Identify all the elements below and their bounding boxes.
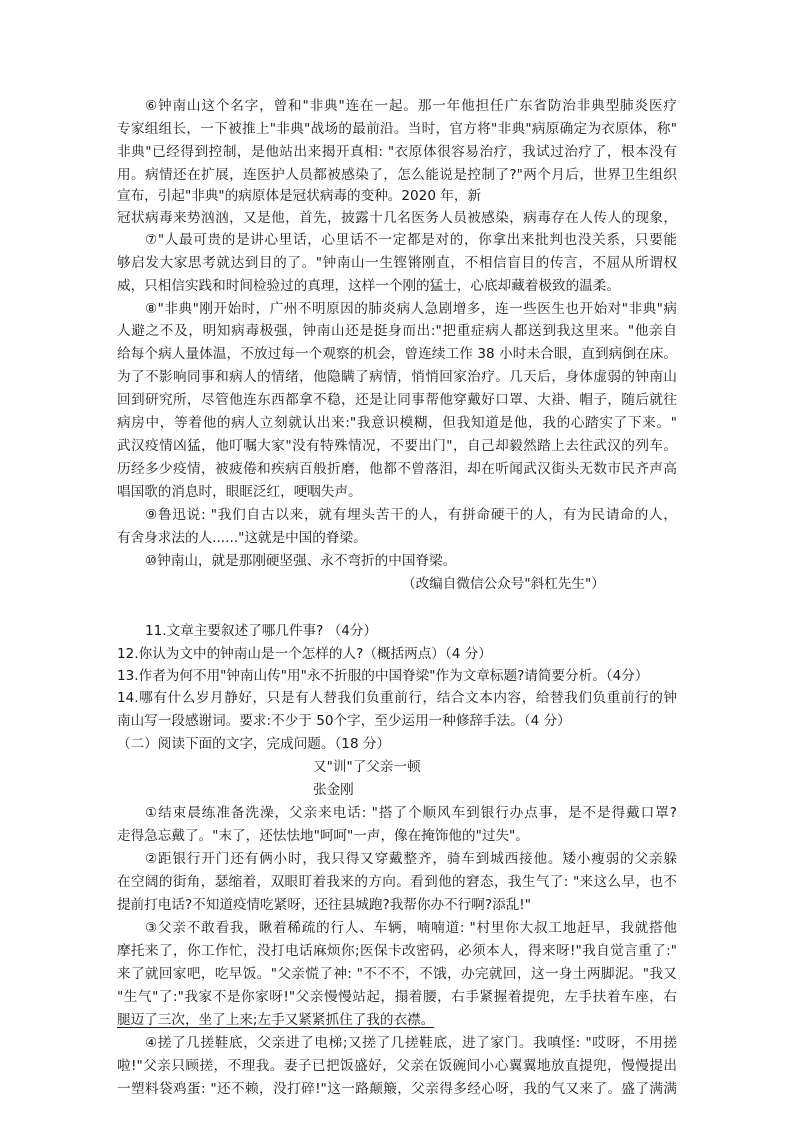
question-14-line-2: 南山写一段感谢词。要求:不少于 50个字，至少运用一种修辞手法。（4 分） xyxy=(117,713,571,729)
s2-paragraph-4-line-3: 一塑料袋鸡蛋: "还不赖，没打碎!"这一路颠簸，父亲得多经心呀，我的气又来了。盛了满满 xyxy=(117,1081,677,1097)
paragraph-8-line-7: 武汉疫情凶猛，他叮嘱大家"没有特殊情况，不要出门"，自己却毅然踏上去往武汉的列车。 xyxy=(117,438,677,454)
paragraph-9-line-1: ⑨鲁迅说: "我们自古以来，就有埋头苦干的人，有拼命硬干的人，有为民请命的人， xyxy=(145,507,677,523)
question-13: 13.作者为何不用"钟南山传"用"永不折服的中国脊梁"作为文章标题?请简要分析。（4分） xyxy=(117,668,649,684)
s2-paragraph-2-line-3: 提前打电话?不知道疫情吃紧呀，还往县城跑?我帮你办不行啊?添乱!" xyxy=(117,897,531,913)
paragraph-8-line-2: 人避之不及，明知病毒极强，钟南山还是挺身而出:"把重症病人都送到我这里来。"他亲自 xyxy=(117,323,677,339)
paragraph-8-line-4: 为了不影响同事和病人的情绪，他隐瞒了病情，悄悄回家治疗。几天后，身体虚弱的钟南山 xyxy=(117,369,677,385)
question-12: 12.你认为文中的钟南山是一个怎样的人?（概括两点）（4 分） xyxy=(117,646,492,662)
paragraph-6-line-4: 用。病情还在扩展，连医护人员都被感染了，怎么能说是控制了?"两个月后，世界卫生组织 xyxy=(117,167,677,183)
s2-paragraph-2-line-1: ②距银行开门还有俩小时，我只得又穿戴整齐，骑车到城西接他。矮小瘦弱的父亲躲 xyxy=(145,851,677,867)
paragraph-6-line-2: 专家组组长，一下被推上"非典"战场的最前沿。当时，官方将"非典"病原确定为衣原体，称" xyxy=(117,121,677,137)
s2-paragraph-3-line-5: 腿迈了三次，坐了上来;左手又紧紧抓住了我的衣襟。 xyxy=(117,1012,435,1028)
s2-paragraph-3-line-2: 摩托来了，你工作忙，没打电话麻烦你;医保卡改密码，必须本人，得来呀!"我自觉言重了:" xyxy=(117,943,677,959)
paragraph-7-line-3: 威，只相信实践和时间检验过的真理，这样一个刚的猛士，心底却藏着极致的温柔。 xyxy=(117,278,620,294)
s2-paragraph-3-line-4: "生气"了:"我家不是你家呀!"父亲慢慢站起，搨着腰，右手紧握着提兜，左手扶着车座，右 xyxy=(117,989,677,1005)
paragraph-8-line-5: 回到研究所，尽管他连东西都拿不稳，还是让同事帮他穿戴好口罩、大褂、帽子，随后就往 xyxy=(117,392,677,408)
paragraph-8-line-1: ⑧"非典"刚开始时，广州不明原因的肺炎病人急剧增多，连一些医生也开始对"非典"病 xyxy=(145,301,677,317)
question-14-line-1: 14.哪有什么岁月静好，只是有人替我们负重前行，结合文本内容，给替我们负重前行的钟 xyxy=(117,690,677,706)
s2-paragraph-3-line-3: 来了就回家吧，吃早饭。"父亲慌了神: "不不不，不饿，办完就回，这一身土两脚泥。"我又 xyxy=(117,966,677,982)
s2-paragraph-1-line-1: ①结束晨练准备洗澡，父亲来电话: "搭了个顺风车到银行办点事，是不是得戴口罩? xyxy=(145,805,677,821)
s2-paragraph-4-line-2: 啦!"父亲只顾搓，不理我。妻子已把饭盛好，父亲在饭碗间小心翼翼地放直提兜，慢慢提出 xyxy=(117,1058,677,1074)
s2-paragraph-3-line-1: ③父亲不敢看我，瞅着稀疏的行人、车辆，喃喃道: "村里你大叔工地赶早，我就搭他 xyxy=(145,920,677,936)
paragraph-6-line-5: 宣布，引起"非典"的病原体是冠状病毒的变种。2020 年，新 xyxy=(117,188,482,204)
paragraph-8-line-8: 历经多少疫情，被疲倦和疾病百般折磨，他都不曾落泪，却在听闻武汉街头无数市民齐声高 xyxy=(117,461,677,477)
question-11: 11.文章主要叙述了哪几件事? （4分） xyxy=(145,623,378,639)
section-2-heading: （二）阅读下面的文字，完成问题。（18 分） xyxy=(117,736,391,752)
paragraph-6-line-3: 非典"已经得到控制，是他站出来揭开真相: "衣原体很容易治疗，我试过治疗了，根本没有 xyxy=(117,144,677,160)
paragraph-10: ⑩钟南山，就是那刚硬坚强、永不弯折的中国脊梁。 xyxy=(145,553,457,569)
paragraph-8-line-6: 病房中，等着他的病人立刻就认出来:"我意识模糊，但我知道是他，我的心踏实了下来。" xyxy=(117,415,677,431)
s2-paragraph-1-line-2: 走得急忘戴了。"末了，还怯怯地"呵呵"一声，像在掩饰他的"过失"。 xyxy=(117,828,529,844)
paragraph-8-line-9: 唱国歌的消息时，眼眶泛红，哽咽失声。 xyxy=(117,484,362,500)
s2-paragraph-4-line-1: ④搓了几搓鞋底，父亲进了电梯;又搓了几搓鞋底，进了家门。我嗔怪: "哎呀，不用搓 xyxy=(145,1035,677,1051)
paragraph-7-line-1: ⑦"人最可贵的是讲心里话，心里话不一定都是对的，你拿出来批判也没关系，只要能 xyxy=(145,232,677,248)
s2-paragraph-2-line-2: 在空阔的街角，瑟缩着，双眼盯着我来的方向。看到他的窘态，我生气了: "来这么早，也不 xyxy=(117,874,677,890)
paragraph-6-line-6: 冠状病毒来势汹汹，又是他，首先，披露十几名医务人员被感染，病毒存在人传人的现象， xyxy=(117,210,677,226)
paragraph-9-line-2: 有舍身求法的人......"这就是中国的脊梁。 xyxy=(117,530,367,546)
article-title: 又"训"了父亲一顿 xyxy=(313,759,421,775)
paragraph-8-line-3: 给每个病人量体温，不放过每一个观察的机会，曾连续工作 38 小时未合眼，直到病倒在床。 xyxy=(117,346,677,362)
paragraph-7-line-2: 够启发大家思考就达到目的了。"钟南山一生铿锵刚直，不相信盲目的传言，不屈从所谓权 xyxy=(117,255,677,271)
source-note: （改编自微信公众号"斜杠先生"） xyxy=(402,576,605,592)
article-author: 张金刚 xyxy=(313,782,354,798)
paragraph-6-line-1: ⑥钟南山这个名字，曾和"非典"连在一起。那一年他担任广东省防治非典型肺炎医疗 xyxy=(145,98,677,114)
